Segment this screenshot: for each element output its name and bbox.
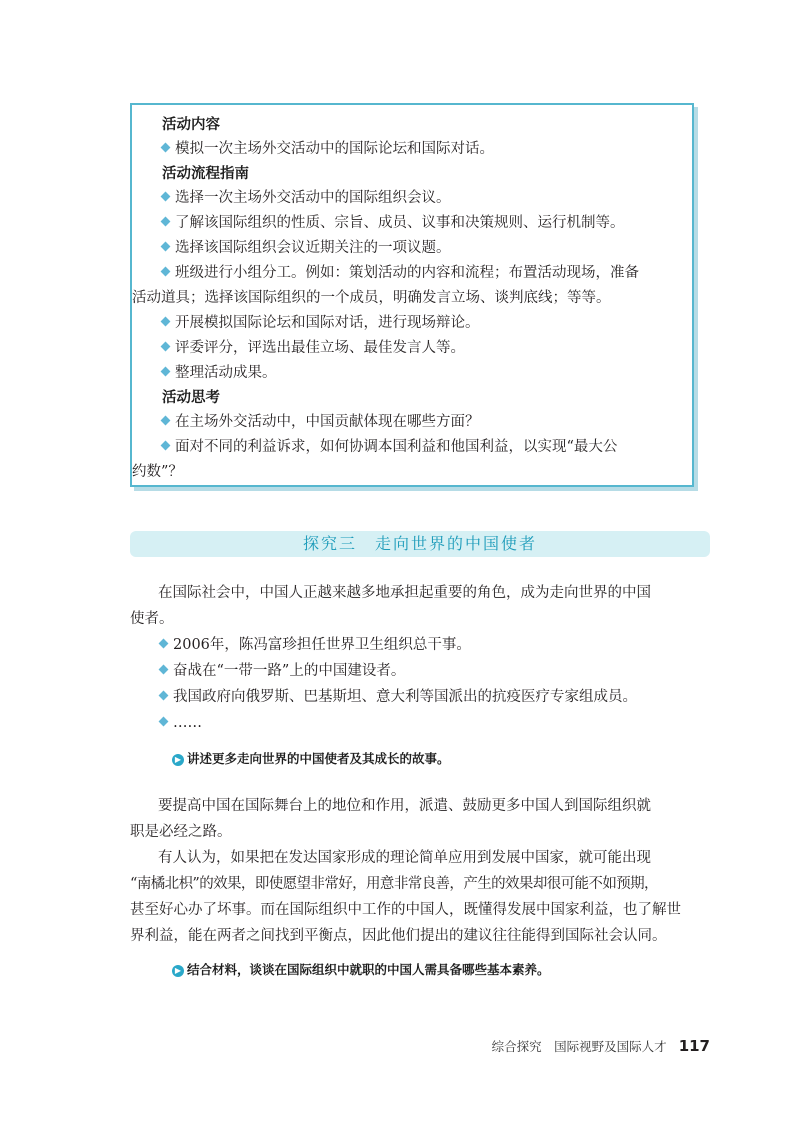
diamond-bullet-icon: [161, 217, 171, 227]
guide-item: 整理活动成果。: [162, 361, 677, 386]
paragraph-line: 甚至好心办了坏事。而在国际组织中工作的中国人，既懂得发展中国家利益，也了解世: [130, 902, 681, 918]
diamond-bullet-icon: [161, 317, 171, 327]
diamond-bullet-icon: [159, 691, 169, 701]
intro-paragraph-line: 在国际社会中，中国人正越来越多地承担起重要的角色，成为走向世界的中国: [158, 585, 651, 601]
content-item: 模拟一次主场外交活动中的国际论坛和国际对话。: [162, 137, 677, 162]
diamond-bullet-icon: [161, 192, 171, 202]
paragraph-line: 界利益，能在两者之间找到平衡点，因此他们提出的建议往往能得到国际社会认同。: [130, 928, 667, 944]
diamond-bullet-icon: [161, 342, 171, 352]
paragraph-line: “南橘北枳”的效果，即使愿望非常好，用意非常良善，产生的效果却很可能不如预期，: [130, 876, 658, 892]
diamond-bullet-icon: [161, 416, 171, 426]
heading-activity-guide: 活动流程指南: [162, 166, 249, 182]
heading-activity-content: 活动内容: [162, 117, 220, 133]
intro-block: [130, 580, 700, 736]
diamond-bullet-icon: [161, 143, 171, 153]
guide-item: 开展模拟国际论坛和国际对话，进行现场辩论。: [162, 311, 677, 336]
diamond-bullet-icon: [161, 441, 171, 451]
diamond-bullet-icon: [159, 665, 169, 675]
main-paragraphs: [130, 793, 700, 949]
think-item: 在主场外交活动中，中国贡献体现在哪些方面？: [162, 410, 677, 435]
diamond-bullet-icon: [161, 242, 171, 252]
guide-item: 选择该国际组织会议近期关注的一项议题。: [162, 236, 677, 261]
footer-text: 综合探究 国际视野及国际人才: [491, 1039, 667, 1054]
diamond-bullet-icon: [161, 367, 171, 377]
diamond-bullet-icon: [159, 639, 169, 649]
heading-activity-think: 活动思考: [162, 390, 220, 406]
discussion-prompt: ▶ 讲述更多走向世界的中国使者及其成长的故事。: [172, 750, 450, 768]
page-number: 117: [678, 1037, 710, 1055]
guide-item: 评委评分，评选出最佳立场、最佳发言人等。: [162, 336, 677, 361]
guide-item: 班级进行小组分工。例如：策划活动的内容和流程；布置活动现场，准备: [162, 261, 677, 286]
guide-item: 选择一次主场外交活动中的国际组织会议。: [162, 186, 677, 211]
discussion-prompt: ▶ 结合材料，谈谈在国际组织中就职的中国人需具备哪些基本素养。: [172, 961, 550, 979]
intro-paragraph-line: 使者。: [130, 611, 174, 627]
guide-item: 了解该国际组织的性质、宗旨、成员、议事和决策规则、运行机制等。: [162, 211, 677, 236]
think-item: 面对不同的利益诉求，如何协调本国利益和他国利益，以实现“最大公: [162, 435, 677, 460]
intro-bullet: ……: [130, 710, 700, 736]
intro-bullet: 我国政府向俄罗斯、巴基斯坦、意大利等国派出的抗疫医疗专家组成员。: [130, 684, 700, 710]
play-arrow-icon: ▶: [172, 965, 184, 977]
intro-bullet: 2006年，陈冯富珍担任世界卫生组织总干事。: [130, 632, 700, 658]
section-title: 探究三 走向世界的中国使者: [130, 531, 710, 557]
paragraph-line: 要提高中国在国际舞台上的地位和作用，派遣、鼓励更多中国人到国际组织就: [158, 798, 651, 814]
diamond-bullet-icon: [161, 267, 171, 277]
play-arrow-icon: ▶: [172, 754, 184, 766]
paragraph-line: 有人认为，如果把在发达国家形成的理论简单应用到发展中国家，就可能出现: [158, 850, 651, 866]
think-item-continuation: 约数”？: [132, 464, 183, 480]
guide-item-continuation: 活动道具；选择该国际组织的一个成员，明确发言立场、谈判底线；等等。: [132, 290, 611, 306]
page-footer: [480, 1036, 710, 1057]
diamond-bullet-icon: [159, 717, 169, 727]
activity-content: [132, 113, 677, 485]
paragraph-line: 职是必经之路。: [130, 824, 232, 840]
activity-box: [130, 103, 694, 487]
intro-bullet: 奋战在“一带一路”上的中国建设者。: [130, 658, 700, 684]
